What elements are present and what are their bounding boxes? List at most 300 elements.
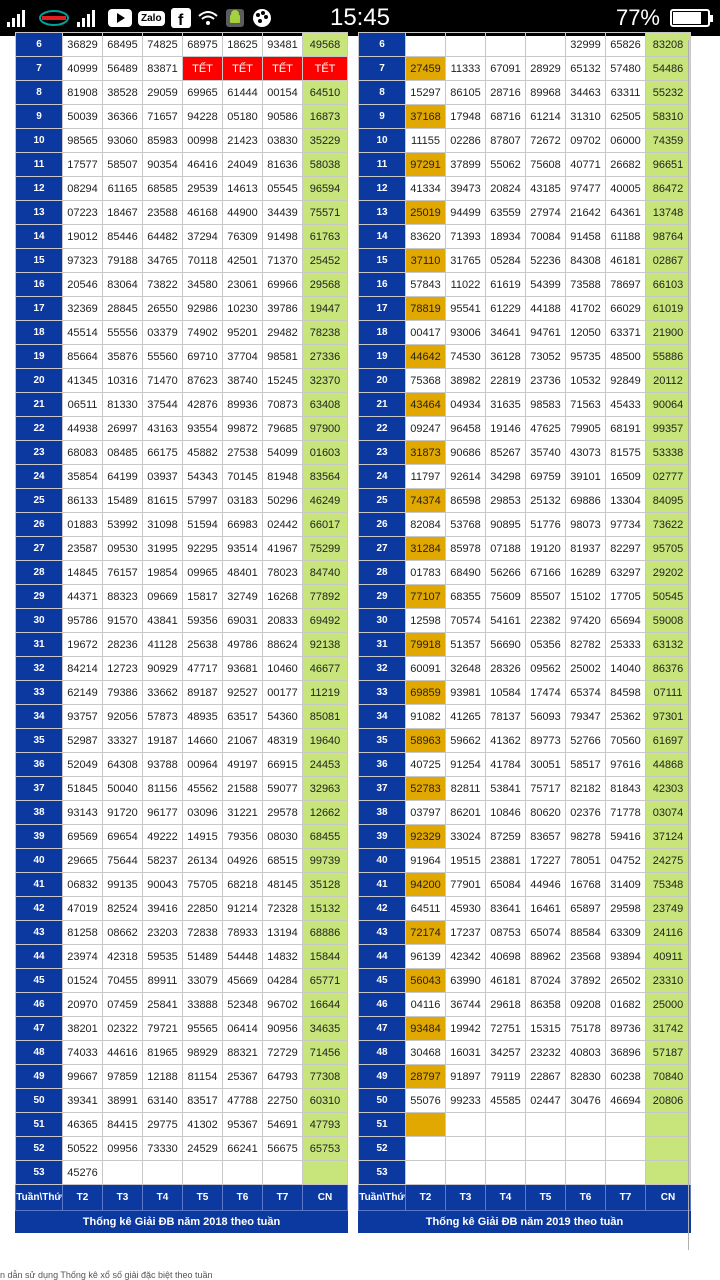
column-header: T4 <box>486 1185 526 1211</box>
result-cell: 54360 <box>263 705 303 729</box>
week-number: 21 <box>16 393 63 417</box>
column-header: T2 <box>63 1185 103 1211</box>
result-cell: 61019 <box>646 297 691 321</box>
result-cell: 31310 <box>566 105 606 129</box>
result-cell: 61619 <box>486 273 526 297</box>
table-row <box>359 753 691 777</box>
result-cell: 39786 <box>263 297 303 321</box>
result-cell: 54448 <box>223 945 263 969</box>
result-cell: 91498 <box>263 225 303 249</box>
result-cell: 75178 <box>566 1017 606 1041</box>
result-cell: 05180 <box>223 105 263 129</box>
result-cell: 92986 <box>183 297 223 321</box>
result-cell: 68975 <box>183 33 223 57</box>
result-cell: 67166 <box>526 561 566 585</box>
result-cell: 99739 <box>303 849 348 873</box>
result-cell: 52236 <box>526 249 566 273</box>
result-cell: 96651 <box>646 153 691 177</box>
table-row <box>359 1113 691 1137</box>
table-row <box>16 849 348 873</box>
result-cell: 17227 <box>526 849 566 873</box>
week-number: 29 <box>16 585 63 609</box>
result-cell: 83641 <box>486 897 526 921</box>
result-cell: 84415 <box>103 1113 143 1137</box>
week-number: 22 <box>359 417 406 441</box>
result-cell: 93481 <box>263 33 303 57</box>
table-caption: Thống kê Giải ĐB năm 2018 theo tuần <box>16 1211 348 1233</box>
table-row <box>16 345 348 369</box>
result-cell: 25000 <box>646 993 691 1017</box>
result-cell: 79721 <box>143 1017 183 1041</box>
result-cell: 18467 <box>103 201 143 225</box>
week-number: 23 <box>359 441 406 465</box>
result-cell: 45433 <box>606 393 646 417</box>
result-cell: 55560 <box>143 345 183 369</box>
result-cell: 65826 <box>606 33 646 57</box>
result-cell: 37294 <box>183 225 223 249</box>
result-cell: 46416 <box>183 153 223 177</box>
result-cell: 75348 <box>646 873 691 897</box>
table-row <box>359 489 691 513</box>
result-cell: 08662 <box>103 921 143 945</box>
result-cell: 28929 <box>526 57 566 81</box>
result-cell: 85983 <box>143 129 183 153</box>
result-cell: 69759 <box>526 465 566 489</box>
column-header: T6 <box>566 1185 606 1211</box>
result-cell: 20833 <box>263 609 303 633</box>
result-cell <box>526 1113 566 1137</box>
result-cell: 58038 <box>303 153 348 177</box>
result-cell: 32963 <box>303 777 348 801</box>
result-cell: 65694 <box>606 609 646 633</box>
result-cell: 81908 <box>63 81 103 105</box>
result-cell: 68515 <box>263 849 303 873</box>
result-cell: 47019 <box>63 897 103 921</box>
week-number: 16 <box>359 273 406 297</box>
result-cell: 15102 <box>566 585 606 609</box>
table-row <box>359 825 691 849</box>
table-row <box>359 945 691 969</box>
result-cell: 95201 <box>223 321 263 345</box>
result-cell: 44642 <box>406 345 446 369</box>
result-cell: 52987 <box>63 729 103 753</box>
result-cell: 29482 <box>263 321 303 345</box>
result-cell: 45669 <box>223 969 263 993</box>
result-cell: 71657 <box>143 105 183 129</box>
result-cell: 91254 <box>446 753 486 777</box>
result-cell: 79918 <box>406 633 446 657</box>
result-cell: 39101 <box>566 465 606 489</box>
week-number: 25 <box>359 489 406 513</box>
result-cell: 56093 <box>526 705 566 729</box>
result-cell: 24453 <box>303 753 348 777</box>
result-cell: 10532 <box>566 369 606 393</box>
result-cell: 63309 <box>606 921 646 945</box>
result-cell: 30051 <box>526 753 566 777</box>
result-cell: 09965 <box>183 561 223 585</box>
table-row <box>16 1137 348 1161</box>
result-cell: 34257 <box>486 1041 526 1065</box>
result-cell: 32999 <box>566 33 606 57</box>
result-cell: 25452 <box>303 249 348 273</box>
result-cell: 56043 <box>406 969 446 993</box>
result-cell: 29775 <box>143 1113 183 1137</box>
result-cell: 70574 <box>446 609 486 633</box>
result-cell: 20806 <box>646 1089 691 1113</box>
result-cell: 65132 <box>566 57 606 81</box>
week-number: 53 <box>359 1161 406 1185</box>
result-cell: 39341 <box>63 1089 103 1113</box>
week-number: 10 <box>359 129 406 153</box>
result-cell: 82297 <box>606 537 646 561</box>
result-cell: 78238 <box>303 321 348 345</box>
result-cell <box>486 33 526 57</box>
result-cell: 23749 <box>646 897 691 921</box>
result-cell: 88584 <box>566 921 606 945</box>
week-number: 22 <box>16 417 63 441</box>
result-cell: 05356 <box>526 633 566 657</box>
result-cell: 28797 <box>406 1065 446 1089</box>
result-cell: TẾT <box>263 57 303 81</box>
result-cell: 06832 <box>63 873 103 897</box>
result-cell: 41128 <box>143 633 183 657</box>
result-cell: 59356 <box>183 609 223 633</box>
result-cell: 29618 <box>486 993 526 1017</box>
status-bar <box>0 0 720 36</box>
result-cell: 59416 <box>606 825 646 849</box>
result-cell: 49222 <box>143 825 183 849</box>
result-cell: 41345 <box>63 369 103 393</box>
result-cell: 51845 <box>63 777 103 801</box>
result-cell: 91897 <box>446 1065 486 1089</box>
week-number: 53 <box>16 1161 63 1185</box>
result-cell: 13304 <box>606 489 646 513</box>
result-cell: 81330 <box>103 393 143 417</box>
result-cell: 96702 <box>263 993 303 1017</box>
result-cell: 10316 <box>103 369 143 393</box>
result-cell: 73330 <box>143 1137 183 1161</box>
result-cell: 61165 <box>103 177 143 201</box>
result-cell: 09562 <box>526 657 566 681</box>
result-cell: 97477 <box>566 177 606 201</box>
result-cell <box>406 1137 446 1161</box>
table-row <box>16 177 348 201</box>
result-cell: 28236 <box>103 633 143 657</box>
table-row <box>359 993 691 1017</box>
result-cell: 54343 <box>183 465 223 489</box>
result-cell: 45562 <box>183 777 223 801</box>
zalo-icon: Zalo <box>138 7 165 29</box>
result-cell <box>566 1161 606 1185</box>
week-number: 10 <box>16 129 63 153</box>
result-cell: 24529 <box>183 1137 223 1161</box>
result-cell: 35740 <box>526 441 566 465</box>
result-cell: 23061 <box>223 273 263 297</box>
result-cell: 73822 <box>143 273 183 297</box>
result-cell: 38201 <box>63 1017 103 1041</box>
column-header: T3 <box>446 1185 486 1211</box>
table-caption: Thống kê Giải ĐB năm 2019 theo tuần <box>359 1211 691 1233</box>
result-cell: 14660 <box>183 729 223 753</box>
week-number: 15 <box>359 249 406 273</box>
result-cell: 77901 <box>446 873 486 897</box>
week-number: 16 <box>16 273 63 297</box>
battery-percent: 77% <box>615 5 660 30</box>
result-cell: 91964 <box>406 849 446 873</box>
result-cell: 50296 <box>263 489 303 513</box>
result-cell: 19515 <box>446 849 486 873</box>
result-cell: 24275 <box>646 849 691 873</box>
result-cell: 61763 <box>303 225 348 249</box>
result-cell: 31098 <box>143 513 183 537</box>
week-number: 23 <box>16 441 63 465</box>
result-cell: 40911 <box>646 945 691 969</box>
result-cell: 47793 <box>303 1113 348 1137</box>
result-cell: 25841 <box>143 993 183 1017</box>
result-cell: 23232 <box>526 1041 566 1065</box>
result-cell: 10584 <box>486 681 526 705</box>
result-cell: 41265 <box>446 705 486 729</box>
result-cell: 86105 <box>446 81 486 105</box>
result-cell: 43464 <box>406 393 446 417</box>
result-cell: 63559 <box>486 201 526 225</box>
result-cell: 54399 <box>526 273 566 297</box>
table-row <box>16 993 348 1017</box>
table-row <box>359 1065 691 1089</box>
result-cell: 03830 <box>263 129 303 153</box>
result-cell: 48935 <box>183 705 223 729</box>
table-row <box>359 609 691 633</box>
result-cell: 51489 <box>183 945 223 969</box>
result-cell: 70455 <box>103 969 143 993</box>
result-cell: 84740 <box>303 561 348 585</box>
result-cell: 14915 <box>183 825 223 849</box>
week-number: 36 <box>359 753 406 777</box>
result-cell: 61444 <box>223 81 263 105</box>
result-cell: 98929 <box>183 1041 223 1065</box>
week-number: 28 <box>16 561 63 585</box>
result-cell: 32369 <box>63 297 103 321</box>
result-cell: 14845 <box>63 561 103 585</box>
result-cell: 40999 <box>63 57 103 81</box>
table-row <box>359 729 691 753</box>
result-cell: 22850 <box>183 897 223 921</box>
result-cell: 97734 <box>606 513 646 537</box>
table-row <box>16 441 348 465</box>
result-cell: 89187 <box>183 681 223 705</box>
result-cell: 22750 <box>263 1089 303 1113</box>
result-cell: 33662 <box>143 681 183 705</box>
result-cell: 68716 <box>486 105 526 129</box>
divider-line <box>688 40 689 1250</box>
result-cell: 03183 <box>223 489 263 513</box>
result-cell: 49197 <box>223 753 263 777</box>
result-cell: 97291 <box>406 153 446 177</box>
result-cell: 84598 <box>606 681 646 705</box>
result-cell: 75644 <box>103 849 143 873</box>
result-cell: 42303 <box>646 777 691 801</box>
table-2018 <box>15 32 348 1233</box>
result-cell: 93894 <box>606 945 646 969</box>
result-cell: 46677 <box>303 657 348 681</box>
week-number: 34 <box>359 705 406 729</box>
result-cell: 43163 <box>143 417 183 441</box>
result-cell: 41702 <box>566 297 606 321</box>
result-cell: 44946 <box>526 873 566 897</box>
result-cell: 87807 <box>486 129 526 153</box>
result-cell: 50522 <box>63 1137 103 1161</box>
result-cell: 81258 <box>63 921 103 945</box>
result-cell: 10846 <box>486 801 526 825</box>
result-cell: 12662 <box>303 801 348 825</box>
week-number: 33 <box>16 681 63 705</box>
result-cell: 04284 <box>263 969 303 993</box>
table-row <box>16 81 348 105</box>
week-number: 43 <box>16 921 63 945</box>
result-cell: 12723 <box>103 657 143 681</box>
result-cell: 48145 <box>263 873 303 897</box>
result-cell: 95735 <box>566 345 606 369</box>
result-cell: 90586 <box>263 105 303 129</box>
result-cell: 44616 <box>103 1041 143 1065</box>
result-cell <box>446 1161 486 1185</box>
result-cell: 63140 <box>143 1089 183 1113</box>
table-row <box>16 393 348 417</box>
result-cell: 19120 <box>526 537 566 561</box>
week-number: 25 <box>16 489 63 513</box>
result-cell <box>486 1161 526 1185</box>
table-caption-row <box>16 1211 348 1233</box>
result-cell: 22867 <box>526 1065 566 1089</box>
week-number: 48 <box>16 1041 63 1065</box>
result-cell: 25002 <box>566 657 606 681</box>
result-cell: 25333 <box>606 633 646 657</box>
result-cell: 93681 <box>223 657 263 681</box>
week-number: 12 <box>359 177 406 201</box>
result-cell: 69569 <box>63 825 103 849</box>
result-cell <box>646 1161 691 1185</box>
result-cell: 27538 <box>223 441 263 465</box>
result-cell: 19447 <box>303 297 348 321</box>
result-cell: 02777 <box>646 465 691 489</box>
week-number: 45 <box>16 969 63 993</box>
result-cell: 53992 <box>103 513 143 537</box>
table-row <box>359 249 691 273</box>
result-cell: 46694 <box>606 1089 646 1113</box>
table-row <box>16 777 348 801</box>
result-cell: 93484 <box>406 1017 446 1041</box>
result-cell: 90354 <box>143 153 183 177</box>
result-cell: 36366 <box>103 105 143 129</box>
result-cell: 13194 <box>263 921 303 945</box>
result-cell: 92056 <box>103 705 143 729</box>
result-cell: 78697 <box>606 273 646 297</box>
week-number: 48 <box>359 1041 406 1065</box>
result-cell: 54099 <box>263 441 303 465</box>
result-cell: 96458 <box>446 417 486 441</box>
result-cell: 43073 <box>566 441 606 465</box>
result-cell <box>526 1161 566 1185</box>
result-cell: 78051 <box>566 849 606 873</box>
result-cell: 06511 <box>63 393 103 417</box>
table-row <box>16 705 348 729</box>
result-cell: 74374 <box>406 489 446 513</box>
table-row <box>359 585 691 609</box>
result-cell: 42318 <box>103 945 143 969</box>
column-header: CN <box>646 1185 691 1211</box>
result-cell: 93981 <box>446 681 486 705</box>
result-cell: 79119 <box>486 1065 526 1089</box>
result-cell: 12188 <box>143 1065 183 1089</box>
result-cell: 41362 <box>486 729 526 753</box>
result-cell: 79386 <box>103 681 143 705</box>
result-cell: 46181 <box>606 249 646 273</box>
table-row <box>359 225 691 249</box>
result-cell: 68083 <box>63 441 103 465</box>
result-cell: 69492 <box>303 609 348 633</box>
result-cell: 81156 <box>143 777 183 801</box>
result-cell: 55232 <box>646 81 691 105</box>
result-cell: 37704 <box>223 345 263 369</box>
result-cell: 83064 <box>103 273 143 297</box>
result-cell: 93006 <box>446 321 486 345</box>
result-cell: 00154 <box>263 81 303 105</box>
result-cell: 81575 <box>606 441 646 465</box>
result-cell: 70560 <box>606 729 646 753</box>
result-cell: 51357 <box>446 633 486 657</box>
result-cell: 14832 <box>263 945 303 969</box>
result-cell: 44371 <box>63 585 103 609</box>
result-cell: 93757 <box>63 705 103 729</box>
result-cell: 29059 <box>143 81 183 105</box>
result-cell: 19942 <box>446 1017 486 1041</box>
week-number: 6 <box>359 33 406 57</box>
result-cell: 02442 <box>263 513 303 537</box>
result-cell: 64308 <box>103 753 143 777</box>
result-cell: 73622 <box>646 513 691 537</box>
result-cell: 69654 <box>103 825 143 849</box>
result-cell: 33888 <box>183 993 223 1017</box>
result-cell: 35854 <box>63 465 103 489</box>
week-number: 37 <box>359 777 406 801</box>
result-cell: 30476 <box>566 1089 606 1113</box>
result-cell: 46168 <box>183 201 223 225</box>
result-cell: 75299 <box>303 537 348 561</box>
week-number: 8 <box>16 81 63 105</box>
result-cell: 57187 <box>646 1041 691 1065</box>
result-cell: 36744 <box>446 993 486 1017</box>
result-cell: 90043 <box>143 873 183 897</box>
result-cell: 29202 <box>646 561 691 585</box>
table-row <box>16 1065 348 1089</box>
week-number: 30 <box>16 609 63 633</box>
week-number: 33 <box>359 681 406 705</box>
result-cell: 64361 <box>606 201 646 225</box>
table-row <box>359 273 691 297</box>
result-cell: 83517 <box>183 1089 223 1113</box>
result-cell: 68585 <box>143 177 183 201</box>
result-cell <box>606 1113 646 1137</box>
result-cell: 09247 <box>406 417 446 441</box>
week-number: 44 <box>16 945 63 969</box>
result-cell: 18934 <box>486 225 526 249</box>
result-cell: 63408 <box>303 393 348 417</box>
result-cell: 44900 <box>223 201 263 225</box>
result-cell: 03074 <box>646 801 691 825</box>
result-cell: 23881 <box>486 849 526 873</box>
result-cell: 92527 <box>223 681 263 705</box>
result-cell: 94200 <box>406 873 446 897</box>
